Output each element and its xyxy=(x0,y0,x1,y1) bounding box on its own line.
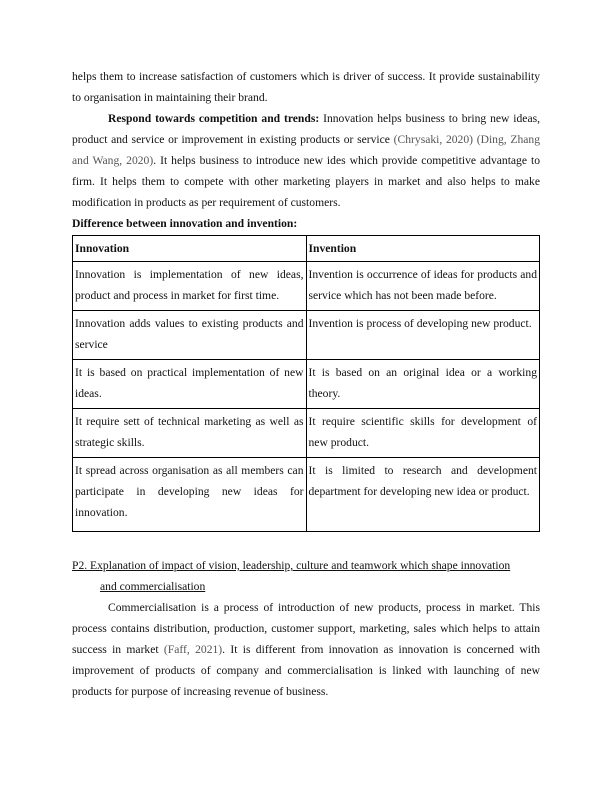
competition-citation: (Chrysaki, 2020) (Ding, Zhang and Wang, 2020) xyxy=(72,133,540,167)
table-row xyxy=(73,262,540,311)
document-page xyxy=(72,66,540,702)
commercialisation-text-a: Commercialisation is a process of introduction of new products, process in market. This process contains distribution, production, customer support, marketing, sales which helps to attain success in market xyxy=(72,601,540,656)
innovation-cell: Innovation adds values to existing products and service xyxy=(73,311,307,360)
commercialisation-text-b: . It is different from innovation as innovation is concerned with improvement of products of company and commercialisation is linked with launching of new products for purpose of increasing revenue of business. xyxy=(72,643,541,698)
innovation-cell: It require sett of technical marketing as well as strategic skills. xyxy=(73,409,307,458)
table-row xyxy=(73,458,540,532)
innovation-cell: It is based on practical implementation of new ideas. xyxy=(73,360,307,409)
innovation-cell: Innovation is implementation of new ideas, product and process in market for first time. xyxy=(73,262,307,311)
commercialisation-citation: (Faff, 2021) xyxy=(163,643,223,656)
competition-text-b: . It helps business to introduce new ides which provide competitive advantage to firm. It helps them to compete with other marketing players in market and also helps to make modification in products as per requirement of customers. xyxy=(72,154,541,209)
section-heading-line2: and commercialisation xyxy=(100,580,206,593)
invention-cell: It is based on an original idea or a working theory. xyxy=(306,360,540,409)
section-heading-p2 xyxy=(72,555,540,597)
header-invention: Invention xyxy=(306,236,540,262)
comparison-table xyxy=(72,235,540,532)
table-row xyxy=(73,311,540,360)
table-row xyxy=(73,360,540,409)
invention-cell: It require scientific skills for development of new product. xyxy=(306,409,540,458)
table-row xyxy=(73,409,540,458)
table-header-row xyxy=(73,236,540,262)
invention-cell: It is limited to research and development department for developing new idea or product. xyxy=(306,458,540,532)
section-heading-line1: P2. Explanation of impact of vision, leadership, culture and teamwork which shape innovation xyxy=(72,559,511,572)
paragraph-competition xyxy=(72,108,540,213)
competition-lead: Respond towards competition and trends: xyxy=(108,112,320,125)
competition-text-a: Innovation helps business to bring new ideas, product and service or improvement in existing products or service xyxy=(72,112,540,146)
invention-cell: Invention is process of developing new product. xyxy=(306,311,540,360)
paragraph-intro: helps them to increase satisfaction of customers which is driver of success. It provide sustainability to organisation in maintaining their brand. xyxy=(72,70,540,104)
table-heading: Difference between innovation and invention: xyxy=(72,217,298,230)
invention-cell: Invention is occurrence of ideas for products and service which has not been made before. xyxy=(306,262,540,311)
header-innovation: Innovation xyxy=(73,236,307,262)
innovation-cell: It spread across organisation as all members can participate in developing new ideas for innovation. xyxy=(73,458,307,532)
paragraph-commercialisation xyxy=(72,597,540,702)
